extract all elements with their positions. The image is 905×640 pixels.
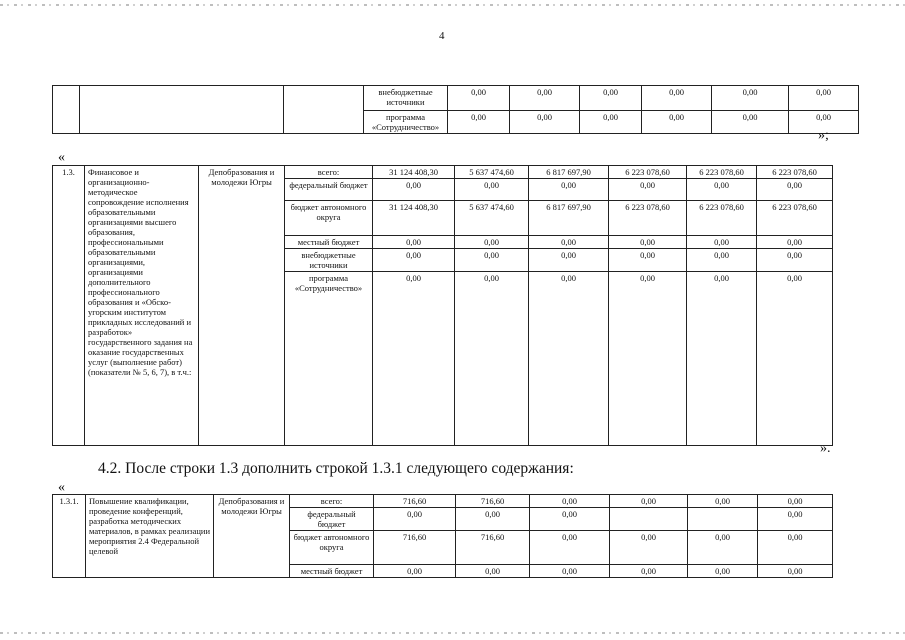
value-cell: 0,00 [642, 111, 712, 134]
value-cell: 0,00 [758, 531, 833, 565]
value-cell: 0,00 [373, 236, 455, 249]
value-cell: 0,00 [757, 236, 833, 249]
value-cell: 0,00 [610, 531, 688, 565]
value-cell: 0,00 [455, 236, 529, 249]
source-label: внебюджетные источники [285, 249, 373, 272]
value-cell: 0,00 [510, 111, 580, 134]
value-cell: 0,00 [374, 508, 456, 531]
empty-num-cell [53, 86, 80, 134]
value-cell [610, 508, 688, 531]
page-number: 4 [439, 30, 445, 42]
value-cell: 0,00 [530, 565, 610, 578]
value-cell: 0,00 [448, 111, 510, 134]
value-cell: 0,00 [687, 249, 757, 272]
value-cell: 0,00 [687, 272, 757, 446]
source-label: всего: [290, 495, 374, 508]
value-cell: 6 223 078,60 [687, 201, 757, 236]
value-cell: 0,00 [609, 249, 687, 272]
row-1-3-1-table [52, 494, 833, 578]
value-cell: 5 637 474,60 [455, 201, 529, 236]
value-cell: 6 223 078,60 [757, 166, 833, 179]
value-cell: 0,00 [687, 179, 757, 201]
row-number: 1.3.1. [53, 495, 86, 578]
source-label: бюджет автономного округа [290, 531, 374, 565]
value-cell: 0,00 [712, 86, 789, 111]
executor-name: Депобразования и молодежи Югры [214, 495, 290, 578]
value-cell: 0,00 [758, 565, 833, 578]
value-cell: 6 223 078,60 [609, 201, 687, 236]
value-cell: 0,00 [642, 86, 712, 111]
value-cell: 0,00 [529, 179, 609, 201]
closing-quote-dot: ». [820, 441, 831, 456]
value-cell: 0,00 [373, 272, 455, 446]
value-cell: 0,00 [530, 531, 610, 565]
value-cell: 0,00 [530, 508, 610, 531]
value-cell: 0,00 [712, 111, 789, 134]
value-cell [688, 508, 758, 531]
activity-name: Финансовое и организационно-методическое сопровождение исполнения образовательными организациями высшего образования, профессиональными образовательными организациями, организациями дополнительного профессионального образования и «Обско-угорским институтом прикладных исследований и разработок» государственного задания на оказание государственных услуг (выполнение работ) (показатели № 5, 6, 7), в т.ч.: [85, 166, 199, 446]
value-cell: 0,00 [757, 179, 833, 201]
source-label: федеральный бюджет [285, 179, 373, 201]
value-cell: 0,00 [510, 86, 580, 111]
value-cell: 0,00 [373, 249, 455, 272]
executor-name: Депобразования и молодежи Югры [199, 166, 285, 446]
source-label: внебюджетные источники [364, 86, 448, 111]
value-cell: 6 223 078,60 [609, 166, 687, 179]
value-cell: 0,00 [789, 86, 859, 111]
value-cell: 716,60 [374, 495, 456, 508]
value-cell: 0,00 [455, 249, 529, 272]
scan-artifact-top [0, 4, 905, 6]
section-heading: 4.2. После строки 1.3 дополнить строкой 1.3.1 следующего содержания: [98, 460, 574, 477]
value-cell: 716,60 [456, 531, 530, 565]
value-cell: 0,00 [374, 565, 456, 578]
value-cell: 6 223 078,60 [757, 201, 833, 236]
value-cell: 31 124 408,30 [373, 201, 455, 236]
value-cell: 6 817 697,90 [529, 201, 609, 236]
value-cell: 6 223 078,60 [687, 166, 757, 179]
value-cell: 0,00 [580, 111, 642, 134]
opening-quote: « [58, 150, 65, 165]
value-cell: 716,60 [374, 531, 456, 565]
value-cell: 0,00 [688, 565, 758, 578]
source-label: программа «Сотрудничество» [364, 111, 448, 134]
value-cell: 0,00 [610, 495, 688, 508]
value-cell: 0,00 [609, 179, 687, 201]
value-cell: 31 124 408,30 [373, 166, 455, 179]
source-label: федеральный бюджет [290, 508, 374, 531]
value-cell: 5 637 474,60 [455, 166, 529, 179]
value-cell: 0,00 [373, 179, 455, 201]
empty-name-cell [80, 86, 284, 134]
value-cell: 0,00 [530, 495, 610, 508]
continuation-table [52, 85, 859, 134]
value-cell: 0,00 [529, 272, 609, 446]
value-cell: 0,00 [789, 111, 859, 134]
value-cell: 0,00 [448, 86, 510, 111]
activity-name: Повышение квалификации, проведение конференций, разработка методических материалов, в рамках реализации мероприятия 2.4 Федеральной целевой [86, 495, 214, 578]
source-label: всего: [285, 166, 373, 179]
value-cell: 0,00 [610, 565, 688, 578]
value-cell: 0,00 [609, 272, 687, 446]
value-cell: 0,00 [456, 565, 530, 578]
value-cell: 0,00 [455, 272, 529, 446]
value-cell: 0,00 [757, 249, 833, 272]
row-number: 1.3. [53, 166, 85, 446]
value-cell: 0,00 [758, 495, 833, 508]
table-row [53, 166, 833, 179]
value-cell: 0,00 [609, 236, 687, 249]
value-cell: 0,00 [456, 508, 530, 531]
source-label: местный бюджет [285, 236, 373, 249]
scan-artifact-bottom [0, 632, 905, 634]
value-cell: 0,00 [688, 495, 758, 508]
value-cell: 0,00 [688, 531, 758, 565]
source-label: местный бюджет [290, 565, 374, 578]
closing-quote-semicolon: »; [818, 128, 829, 143]
value-cell: 0,00 [687, 236, 757, 249]
table-row [53, 495, 833, 508]
row-1-3-table [52, 165, 833, 446]
value-cell: 0,00 [757, 272, 833, 446]
table-row [53, 86, 859, 111]
value-cell: 0,00 [529, 236, 609, 249]
empty-executor-cell [284, 86, 364, 134]
value-cell: 0,00 [758, 508, 833, 531]
value-cell: 6 817 697,90 [529, 166, 609, 179]
opening-quote: « [58, 480, 65, 495]
value-cell: 716,60 [456, 495, 530, 508]
value-cell: 0,00 [580, 86, 642, 111]
source-label: программа «Сотрудничество» [285, 272, 373, 446]
value-cell: 0,00 [529, 249, 609, 272]
source-label: бюджет автономного округа [285, 201, 373, 236]
value-cell: 0,00 [455, 179, 529, 201]
